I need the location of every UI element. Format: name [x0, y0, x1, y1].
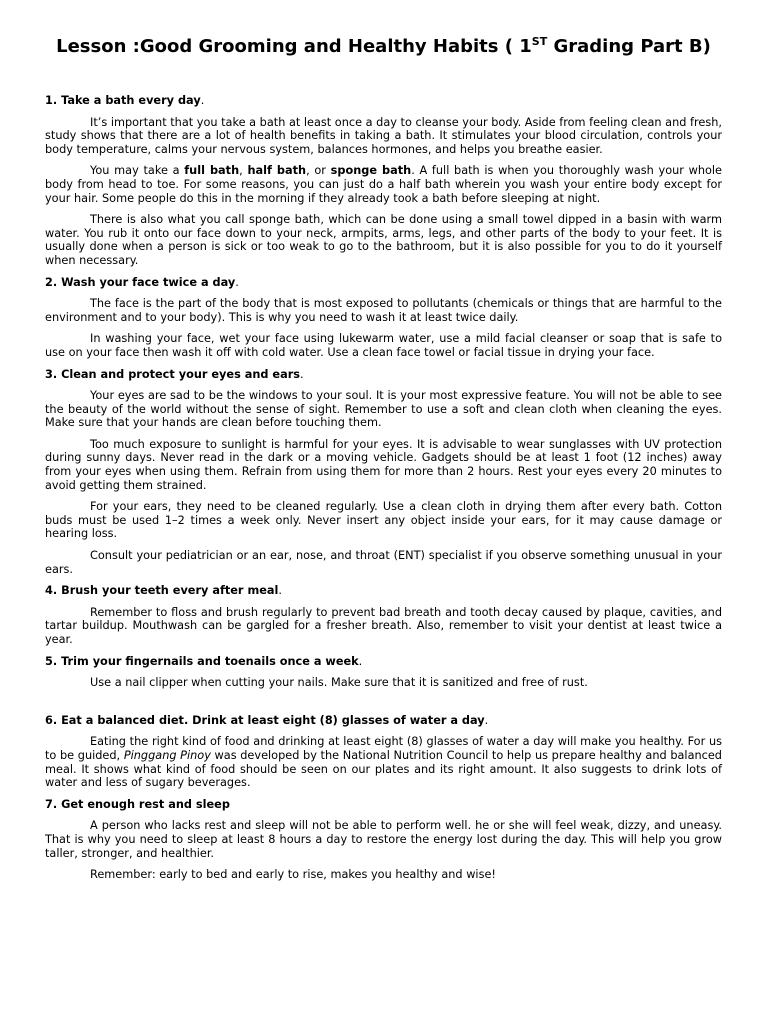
section-heading: 6. Eat a balanced diet. Drink at least eight (8) glasses of water a day. — [45, 713, 489, 727]
pinggang-pinoy-term: Pinggang Pinoy — [123, 748, 211, 762]
title-text-suffix: Grading Part B) — [547, 36, 711, 57]
paragraph: You may take a full bath, half bath, or sponge bath. A full bath is when you thoroughly wash your whole body from head to toe. For some reasons, you can just do a half bath wherein you wash your entire body except for your hair. Some people do this in the morning if they already took a bath before sleeping at night. — [45, 164, 723, 205]
paragraph: In washing your face, wet your face using lukewarm water, use a mild facial cleanser or soap that is safe to use on your face then wash it off with cold water. Use a clean face towel or facial tissue in drying your face. — [45, 332, 722, 359]
document-body — [45, 94, 722, 882]
paragraph: Use a nail clipper when cutting your nails. Make sure that it is sanitized and free of rust. — [90, 676, 588, 690]
term-half-bath: half bath — [247, 164, 307, 178]
spacer — [45, 698, 722, 714]
term-sponge-bath: sponge bath — [330, 164, 412, 178]
paragraph: There is also what you call sponge bath, which can be done using a small towel dipped in a basin with warm water. You rub it onto our face down to your neck, armpits, arms, legs, and other parts of the body to your feet. It is usually done when a person is sick or too weak to go to the bathroom, but it is also possible for you to do it yourself when necessary. — [45, 213, 722, 267]
paragraph: Consult your pediatrician or an ear, nose, and throat (ENT) specialist if you observe something unusual in your ears. — [45, 549, 722, 576]
section-heading: 1. Take a bath every day. — [45, 94, 205, 107]
section-heading: 2. Wash your face twice a day. — [45, 275, 239, 289]
paragraph: Eating the right kind of food and drinking at least eight (8) glasses of water a day will make you healthy. For us to be guided, Pinggang Pinoy was developed by the National Nutrition Council to help us prepare healthy and balanced meal. It shows what kind of food should be seen on our plates and its right amount. It also suggests to drink lots of water and less of sugary beverages. — [45, 735, 722, 790]
section-heading: 7. Get enough rest and sleep — [45, 797, 230, 811]
term-full-bath: full bath — [184, 164, 240, 178]
section-heading: 3. Clean and protect your eyes and ears. — [45, 367, 304, 381]
paragraph: Too much exposure to sunlight is harmful for your eyes. It is advisable to wear sunglasses with UV protection during sunny days. Never read in the dark or a moving vehicle. Gadgets should be at least 1 foot (12 inches) away from your eyes when using them. Refrain from using them for more than 2 hours. Rest your eyes every 20 minutes to avoid getting them strained. — [45, 437, 722, 492]
paragraph: For your ears, they need to be cleaned regularly. Use a clean cloth in drying them after every bath. Cotton buds must be used 1–2 times a week only. Never insert any object inside your ears, for it may cause damage or hearing loss. — [45, 500, 722, 541]
paragraph: Remember: early to bed and early to rise, makes you healthy and wise! — [90, 868, 496, 882]
paragraph: A person who lacks rest and sleep will not be able to perform well. he or she will feel weak, dizzy, and uneasy. That is why you need to sleep at least 8 hours a day to restore the energy lost during the day. This will help you grow taller, stronger, and healthier. — [45, 819, 722, 860]
page-title — [54, 36, 714, 58]
paragraph: The face is the part of the body that is most exposed to pollutants (chemicals or things that are harmful to the environment and to your body). This is why you need to wash it at least twice daily. — [45, 297, 722, 324]
paragraph: Remember to floss and brush regularly to prevent bad breath and tooth decay caused by plaque, cavities, and tartar buildup. Mouthwash can be gargled for a fresher breath. Also, remember to visit your dentist at least twice a year. — [45, 605, 722, 646]
title-superscript: ST — [531, 35, 548, 48]
section-heading: 5. Trim your fingernails and toenails once a week. — [45, 654, 363, 668]
paragraph: Your eyes are sad to be the windows to your soul. It is your most expressive feature. You will not be able to see the beauty of the world without the sense of sight. Remember to use a soft and clean cloth when cleaning the eyes. Make sure that your hands are clean before touching them. — [45, 389, 722, 430]
section-heading: 4. Brush your teeth every after meal. — [45, 584, 282, 598]
paragraph: It’s important that you take a bath at least once a day to cleanse your body. Aside from feeling clean and fresh, study shows that there are a lot of health benefits in taking a bath. It stimulates your blood circulation, controls your body temperature, calms your nervous system, balances hormones, and helps you breathe easier. — [45, 115, 722, 156]
title-text: Lesson :Good Grooming and Healthy Habits ( 1 — [56, 36, 532, 57]
